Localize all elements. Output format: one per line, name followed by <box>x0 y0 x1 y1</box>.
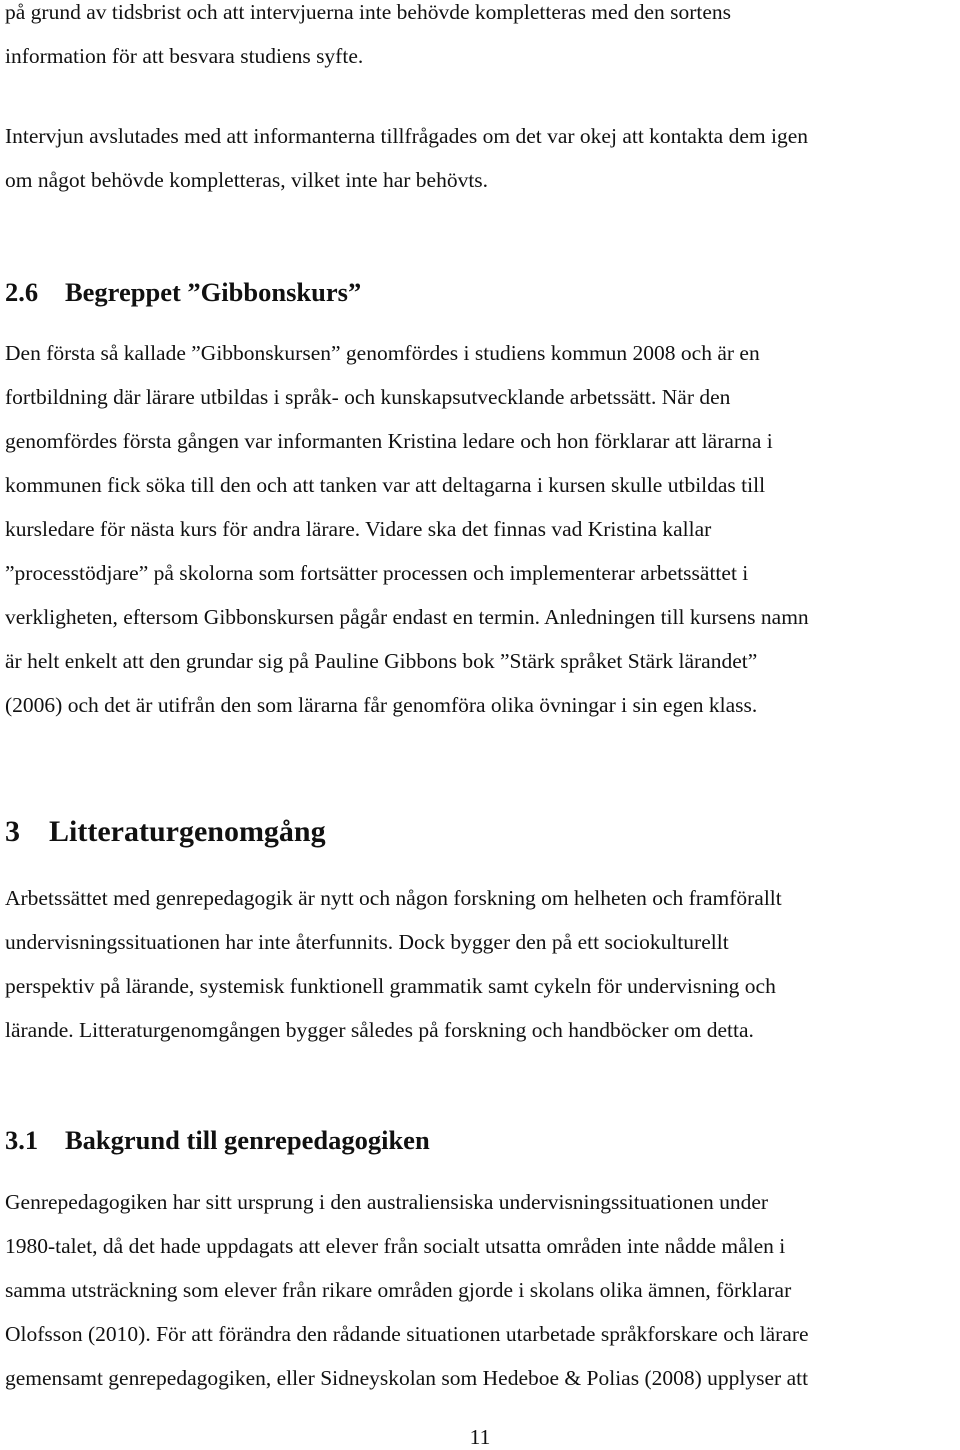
text-line: ”processtödjare” på skolorna som fortsätter processen och implementerar arbetssättet i <box>5 561 749 585</box>
text-line: (2006) och det är utifrån den som lärarna får genomföra olika övningar i sin egen klass. <box>5 693 758 717</box>
section-heading-3-1 <box>5 1122 960 1158</box>
paragraph <box>5 876 960 1052</box>
text-line: gemensamt genrepedagogiken, eller Sidneyskolan som Hedeboe & Polias (2008) upplyser att <box>5 1366 809 1390</box>
text-line: perspektiv på lärande, systemisk funktionell grammatik samt cykeln för undervisning och <box>5 974 776 998</box>
text-line: Intervjun avslutades med att informanterna tillfrågades om det var okej att kontakta dem igen <box>5 124 808 148</box>
section-heading-2-6 <box>5 274 960 310</box>
paragraph <box>5 1180 960 1400</box>
section-title: Litteraturgenomgång <box>49 815 326 848</box>
section-title: Bakgrund till genrepedagogiken <box>65 1125 430 1155</box>
text-line: information för att besvara studiens syfte. <box>5 44 364 68</box>
section-title: Begreppet ”Gibbonskurs” <box>65 277 362 307</box>
text-line: genomfördes första gången var informanten Kristina ledare och hon förklarar att lärarna i <box>5 429 773 453</box>
section-heading <box>5 274 960 310</box>
section-body-2-6 <box>5 331 960 727</box>
page-number: 11 <box>469 1425 491 1449</box>
section-number: 2.6 <box>5 277 39 307</box>
section-body-3 <box>5 876 960 1052</box>
text-line: kommunen fick söka till den och att tanken var att deltagarna i kursen skulle utbildas till <box>5 473 766 497</box>
paragraph <box>5 0 960 78</box>
section-number: 3 <box>5 815 20 848</box>
text-line: är helt enkelt att den grundar sig på Pauline Gibbons bok ”Stärk språket Stärk lärandet” <box>5 649 758 673</box>
text-line: kursledare för nästa kurs för andra lärare. Vidare ska det finnas vad Kristina kallar <box>5 517 712 541</box>
chapter-heading <box>5 812 960 852</box>
text-line: fortbildning där lärare utbildas i språk- och kunskapsutvecklande arbetssätt. När den <box>5 385 731 409</box>
text-line: undervisningssituationen har inte återfunnits. Dock bygger den på ett sociokulturellt <box>5 930 729 954</box>
text-line: Olofsson (2010). För att förändra den rådande situationen utarbetade språkforskare och lärare <box>5 1322 809 1346</box>
paragraph <box>5 114 960 202</box>
text-line: verkligheten, eftersom Gibbonskursen pågår endast en termin. Anledningen till kursens namn <box>5 605 809 629</box>
text-line: på grund av tidsbrist och att intervjuerna inte behövde kompletteras med den sortens <box>5 0 732 24</box>
section-number: 3.1 <box>5 1125 39 1155</box>
text-line: lärande. Litteraturgenomgången bygger således på forskning och handböcker om detta. <box>5 1018 754 1042</box>
text-line: 1980-talet, då det hade uppdagats att elever från socialt utsatta områden inte nådde målen i <box>5 1234 786 1258</box>
text-line: Den första så kallade ”Gibbonskursen” genomfördes i studiens kommun 2008 och är en <box>5 341 760 365</box>
intro-paragraph <box>5 0 960 78</box>
section-body-3-1 <box>5 1180 960 1400</box>
text-line: om något behövde kompletteras, vilket inte har behövts. <box>5 168 489 192</box>
text-line: Arbetssättet med genrepedagogik är nytt och någon forskning om helheten och framförallt <box>5 886 782 910</box>
section-heading-3 <box>5 812 960 852</box>
paragraph <box>5 331 960 727</box>
closing-paragraph <box>5 114 960 202</box>
section-heading <box>5 1122 960 1158</box>
text-line: Genrepedagogiken har sitt ursprung i den australiensiska undervisningssituationen under <box>5 1190 769 1214</box>
text-line: samma utsträckning som elever från rikare områden gjorde i skolans olika ämnen, förklarar <box>5 1278 792 1302</box>
